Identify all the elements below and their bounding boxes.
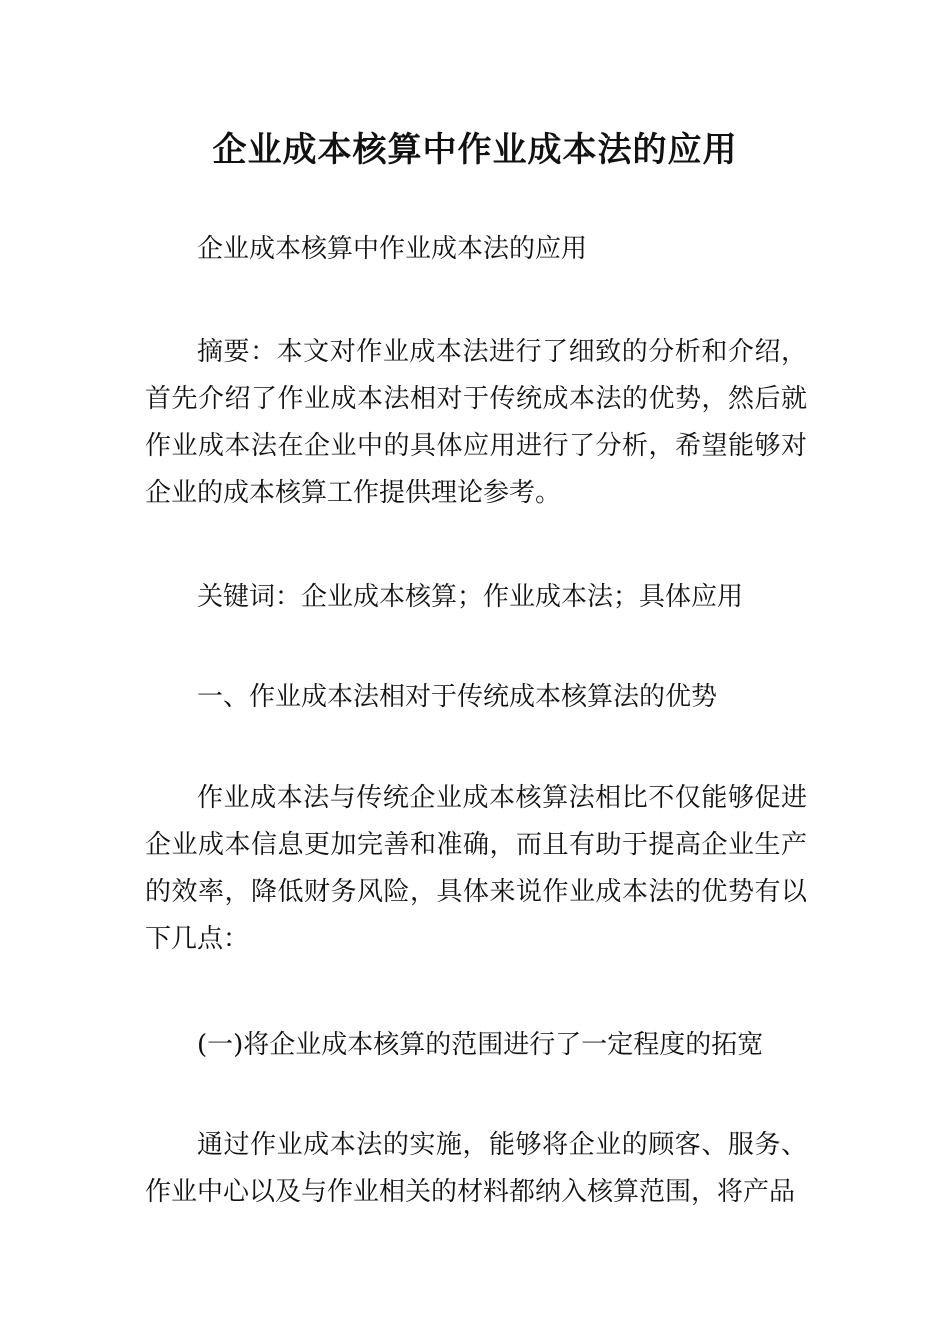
keywords-paragraph: 关键词：企业成本核算；作业成本法；具体应用 — [197, 582, 744, 612]
subsection-heading-1: (一)将企业成本核算的范围进行了一定程度的拓宽 — [197, 1030, 764, 1060]
body-paragraph-2: 通过作业成本法的实施，能够将企业的顾客、服务、作业中心以及与作业相关的材料都纳入核算范围，将产品 — [145, 1130, 807, 1207]
subtitle-paragraph: 企业成本核算中作业成本法的应用 — [197, 234, 588, 264]
section-heading-1: 一、作业成本法相对于传统成本核算法的优势 — [197, 682, 718, 712]
body-paragraph-1: 作业成本法与传统企业成本核算法相比不仅能够促进企业成本信息更加完善和准确，而且有助于提高企业生产的效率，降低财务风险，具体来说作业成本法的优势有以下几点： — [145, 783, 807, 954]
abstract-paragraph: 摘要：本文对作业成本法进行了细致的分析和介绍，首先介绍了作业成本法相对于传统成本法的优势，然后就作业成本法在企业中的具体应用进行了分析，希望能够对企业的成本核算工作提供理论参考。 — [145, 337, 807, 508]
document-title: 企业成本核算中作业成本法的应用 — [212, 130, 738, 170]
